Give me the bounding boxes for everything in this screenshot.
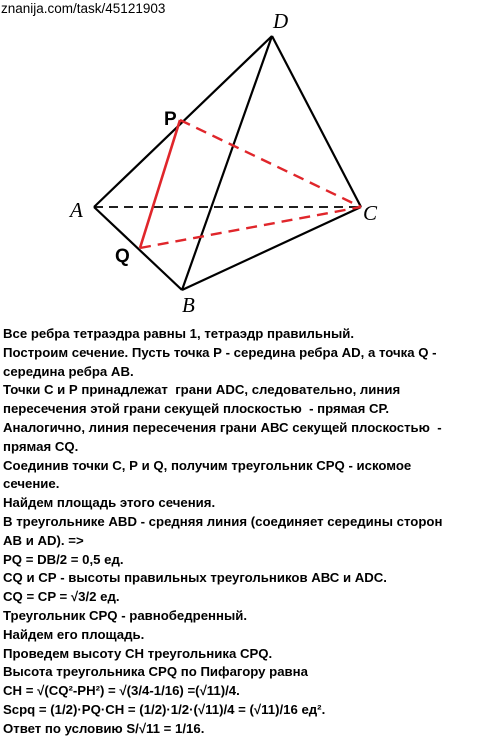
vertex-label-b: B — [182, 293, 195, 317]
solution-line: AB и AD). => — [3, 532, 84, 548]
vertex-label-d: D — [273, 9, 289, 33]
solution-line: середина ребра АВ. — [3, 363, 134, 379]
solution-line: Проведем высоту СН треугольника CPQ. — [3, 645, 273, 661]
point-label-q: Q — [115, 246, 130, 267]
solution-line: Точки С и Р принадлежат грани ADC, следовательно, линия — [3, 382, 401, 398]
solution-line: Найдем его площадь. — [3, 626, 145, 642]
solution-line: PQ = DB/2 = 0,5 ед. — [3, 551, 124, 567]
solution-line: Построим сечение. Пусть точка Р - середина ребра AD, а точка Q - — [3, 344, 437, 360]
point-label-p: P — [164, 109, 177, 130]
section-qc — [140, 207, 361, 248]
solution-line: Высота треугольника CPQ по Пифагору равна — [3, 664, 308, 680]
source-watermark: znanija.com/task/45121903 — [1, 1, 166, 16]
tetrahedron-figure — [0, 0, 496, 325]
vertex-label-c: C — [363, 201, 378, 225]
solution-text — [3, 325, 493, 739]
solution-line: Аналогично, линия пересечения грани АВС секущей плоскостью - — [3, 419, 442, 435]
edge-bd — [182, 36, 272, 290]
edge-ab — [94, 207, 182, 290]
solution-line: пересечения этой грани секущей плоскостью - прямая СР. — [3, 401, 390, 417]
edge-dc — [272, 36, 361, 207]
solution-line: CH = √(CQ²-PH²) = √(3/4-1/16) =(√11)/4. — [3, 683, 240, 699]
solution-line: прямая CQ. — [3, 438, 79, 454]
section-pc — [180, 120, 361, 207]
edge-bc — [182, 207, 361, 290]
vertex-label-a: A — [70, 198, 83, 222]
solution-line: Соединив точки С, Р и Q, получим треугольник CPQ - искомое — [3, 457, 412, 473]
solution-line: Scpq = (1/2)·PQ·CH = (1/2)·1/2·(√11)/4 = (√11)/16 ед². — [3, 701, 326, 717]
solution-line: Найдем площадь этого сечения. — [3, 495, 216, 511]
solution-line: В треугольнике ABD - средняя линия (соединяет середины сторон — [3, 513, 443, 529]
section-pq — [140, 120, 180, 248]
solution-line: CQ = CP = √3/2 ед. — [3, 589, 120, 605]
solution-line: сечение. — [3, 476, 60, 492]
solution-line: Треугольник CPQ - равнобедренный. — [3, 607, 247, 623]
solution-line: Все ребра тетраэдра равны 1, тетраэдр правильный. — [3, 326, 355, 341]
solution-line: CQ и СР - высоты правильных треугольников АВС и ADC. — [3, 570, 387, 586]
solution-line: Ответ по условию S/√11 = 1/16. — [3, 720, 205, 736]
